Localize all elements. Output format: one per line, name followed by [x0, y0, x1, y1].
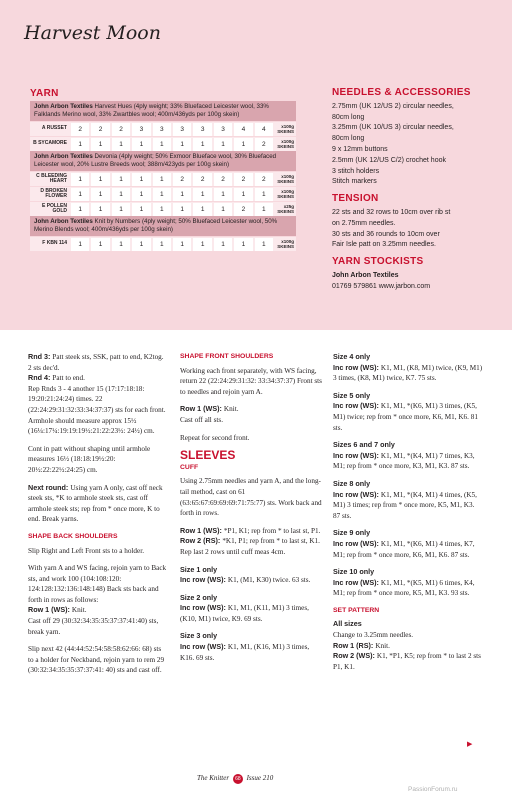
yarn-row — [30, 236, 296, 251]
yarn-quantity-cell: 1 — [132, 138, 150, 151]
info-line: 80cm long — [332, 113, 365, 121]
size-heading: Size 2 only — [180, 592, 218, 602]
yarn-quantity-cell: 2 — [112, 123, 130, 136]
yarn-quantity-cell: 1 — [71, 138, 89, 151]
yarn-quantity-cell: 3 — [173, 123, 191, 136]
size-list — [180, 565, 322, 664]
info-line: Stitch markers — [332, 178, 377, 186]
yarn-quantity-cell: 2 — [255, 173, 273, 186]
size-heading: Size 9 only — [333, 528, 371, 538]
yarn-quantity-cell: 1 — [71, 173, 89, 186]
yarn-quantity-cell: 2 — [91, 123, 109, 136]
yarn-unit: x100g SKEINS — [277, 189, 295, 199]
yarn-quantity-cell: 1 — [132, 173, 150, 186]
info-line: 80cm long — [332, 135, 365, 143]
yarn-description: John Arbon Textiles Devonia (4ply weight; 50% Exmoor Blueface wool, 30% Bluefaced Leicester wool, 20% Lustre Breeds wool; 388m/423yds per 100g skein) — [30, 151, 296, 171]
paragraph: Inc row (WS): K1, M1, *(K6, M1) 4 times, K7, M1; rep from * once more, K6, M1, K6. 87 sts. — [333, 538, 475, 559]
size-heading: Sizes 6 and 7 only — [333, 440, 395, 450]
info-line: 3.25mm (UK 10/US 3) circular needles, — [332, 124, 454, 132]
yarn-quantity-cell: 1 — [112, 173, 130, 186]
subheading: CUFF — [180, 463, 199, 471]
yarn-quantity-cell: 1 — [71, 203, 89, 216]
yarn-unit: x100g SKEINS — [277, 124, 295, 134]
yarn-quantity-cell: 2 — [214, 173, 232, 186]
yarn-quantity-cell: 1 — [214, 238, 232, 251]
stockists-heading: YARN STOCKISTS — [332, 256, 424, 268]
yarn-quantity-cell: 1 — [112, 188, 130, 201]
page-footer: The Knitter 68 Issue 210 — [197, 774, 274, 782]
paragraph: Inc row (WS): K1, M1, *(K4, M1) 7 times, K3, M1; rep from * once more, K3, M1, K3. 87 sts. — [333, 450, 475, 471]
yarn-quantity-cell: 2 — [234, 173, 252, 186]
yarn-shade-label: C BLEEDING HEART — [36, 172, 67, 184]
yarn-quantity-cell: 2 — [173, 173, 191, 186]
yarn-quantity-cell: 1 — [234, 188, 252, 201]
yarn-quantity-cell: 1 — [173, 188, 191, 201]
info-line: 2.75mm (UK 12/US 2) circular needles, — [332, 102, 454, 110]
yarn-shade-label: B SYCAMORE — [33, 140, 67, 147]
paragraph: Slip next 42 (44:44:52:54:58:58:62:66: 68) sts to a holder for Neckband, rejoin yarn to rem 29 (30:32:34:35:35:37:37:41: 40) sts and cast off. — [28, 645, 165, 675]
yarn-quantity-cell: 1 — [91, 238, 109, 251]
yarn-quantity-cell: 1 — [153, 138, 171, 151]
yarn-quantity-cell: 1 — [214, 188, 232, 201]
subheading: SHAPE FRONT SHOULDERS — [180, 353, 274, 360]
yarn-quantity-cell: 1 — [91, 203, 109, 216]
paragraph: Row 1 (WS): Knit. Cast off all sts. — [180, 404, 239, 424]
subheading: SHAPE BACK SHOULDERS — [28, 532, 118, 540]
size-heading: Size 10 only — [333, 567, 375, 577]
yarn-quantity-cell: 3 — [214, 123, 232, 136]
paragraph: Slip Right and Left Front sts to a holder. — [28, 546, 144, 555]
size-heading: Size 1 only — [180, 564, 218, 574]
page-number: 68 — [233, 774, 243, 784]
materials-info — [332, 88, 504, 293]
yarn-description: John Arbon Textiles Knit by Numbers (4ply weight; 50% Bluefaced Leicester wool, 50% Merino Blends wool; 400m/436yds per 100g skein) — [30, 216, 296, 236]
yarn-quantity-cell: 1 — [214, 203, 232, 216]
yarn-quantity-cell: 1 — [112, 138, 130, 151]
size-list — [333, 352, 483, 599]
paragraph: Inc row (WS): K1, M1, *(K4, M1) 4 times, (K5, M1) 3 times; rep from * once more, K5, M1, K3. 87 sts. — [333, 489, 477, 520]
yarn-quantity-cell: 1 — [214, 138, 232, 151]
yarn-quantity-cell: 2 — [193, 173, 211, 186]
yarn-shade-label: A RUSSET — [41, 125, 67, 132]
yarn-quantity-cell: 2 — [71, 123, 89, 136]
yarn-quantity-cell: 1 — [112, 203, 130, 216]
paragraph: Inc row (WS): K1, M1, (K11, M1) 3 times, (K10, M1) twice, K9. 69 sts. — [180, 603, 309, 623]
text-column-3 — [333, 352, 483, 679]
info-line: 22 sts and 32 rows to 10cm over rib st — [332, 208, 451, 216]
size-heading: Size 4 only — [333, 352, 371, 361]
paragraph: Next round: Using yarn A only, cast off neck steek sts, *K to armhole steek sts, cast off armhole steek sts; rep from * once more, K to end. Break yarns. — [28, 482, 163, 524]
yarn-row — [30, 171, 296, 186]
yarn-table — [30, 101, 296, 251]
paragraph: With yarn A and WS facing, rejoin yarn to Back sts, and work 100 (104:108:120: 124:128:132:136:148:148) Back sts back and forth in rows as follows: Row 1 (WS): Knit. Cast off 29 (30:32:34:35:35:37:37:41:40) sts, break yarn. — [28, 564, 167, 636]
yarn-unit: x100g SKEINS — [277, 239, 295, 249]
needles-heading: NEEDLES & ACCESSORIES — [332, 87, 471, 98]
yarn-quantity-cell: 1 — [193, 188, 211, 201]
tension-heading: TENSION — [332, 193, 379, 205]
size-heading: Size 8 only — [333, 478, 371, 488]
yarn-quantity-cell: 1 — [193, 203, 211, 216]
yarn-unit: x100g SKEINS — [277, 139, 295, 149]
yarn-quantity-cell: 1 — [255, 188, 273, 201]
yarn-unit: x100g SKEINS — [277, 174, 295, 184]
info-line: 30 sts and 36 rounds to 10cm over — [332, 230, 440, 238]
yarn-row — [30, 201, 296, 216]
yarn-quantity-cell: 1 — [91, 173, 109, 186]
paragraph: Inc row (WS): K1, M1, *(K6, M1) 3 times, (K5, M1) twice; rep from * once more, K6, M1, K6. 81 sts. — [333, 401, 478, 432]
yarn-shade-label: E POLLEN GOLD — [41, 202, 67, 214]
paragraph: Inc row (WS): K1, M1, (K16, M1) 3 times, K16. 69 sts. — [180, 642, 310, 662]
text-column-1 — [28, 352, 168, 683]
yarn-description: John Arbon Textiles Harvest Hues (4ply weight; 33% Bluefaced Leicester wool, 33% Falklands Merino wool, 33% Zwartbles wool; 400m/436yds per 100g skein) — [30, 101, 296, 121]
paragraph: Using 2.75mm needles and yarn A, and the long-tail method, cast on 61 (63:65:67:69:69:69:71:75:77) sts. Work back and forth in rows. — [180, 477, 322, 518]
yarn-shade-label: D BROKEN FLOWER — [40, 187, 67, 199]
yarn-quantity-cell: 1 — [153, 238, 171, 251]
paragraph: Row 1 (WS): *P1, K1; rep from * to last st, P1. Row 2 (RS): *K1, P1; rep from * to last st, K1. Rep last 2 rows until cuff meas 4cm. — [180, 525, 321, 556]
yarn-quantity-cell: 1 — [112, 238, 130, 251]
yarn-quantity-cell: 1 — [153, 203, 171, 216]
paragraph: All sizes Change to 3.25mm needles. Row 1 (RS): Knit. Row 2 (WS): K1, *P1, K5; rep from * to last 2 sts P1, K1. — [333, 619, 481, 671]
yarn-quantity-cell: 3 — [153, 123, 171, 136]
yarn-quantity-cell: 3 — [132, 123, 150, 136]
continue-arrow-icon: ▶ — [467, 740, 473, 748]
stockist-contact: 01769 579861 www.jarbon.com — [332, 282, 431, 290]
yarn-quantity-cell: 2 — [255, 138, 273, 151]
yarn-quantity-cell: 1 — [173, 203, 191, 216]
paragraph: Cont in patt without shaping until armhole measures 16½ (18:18:19½:20: 20½:22:22½:24:25) cm. — [28, 444, 151, 474]
paragraph: Inc row (WS): K1, M1, (K8, M1) twice, (K9, M1) 3 times, (K8, M1) twice, K7. 75 sts. — [333, 362, 483, 383]
yarn-quantity-cell: 1 — [255, 203, 273, 216]
text-column-2 — [180, 352, 322, 670]
yarn-quantity-cell: 1 — [132, 238, 150, 251]
yarn-row — [30, 121, 296, 136]
info-line: 2.5mm (UK 12/US C/2) crochet hook — [332, 156, 446, 164]
paragraph: Inc row (WS): K1, (M1, K30) twice. 63 sts. — [180, 575, 311, 585]
yarn-row — [30, 186, 296, 201]
section-heading: SLEEVES — [180, 448, 236, 463]
tension-list — [332, 208, 504, 251]
info-line: Fair Isle patt on 3.25mm needles. — [332, 241, 436, 249]
yarn-quantity-cell: 2 — [234, 203, 252, 216]
info-line: on 2.75mm needles. — [332, 219, 396, 227]
size-heading: Size 5 only — [333, 390, 371, 400]
yarn-quantity-cell: 1 — [193, 238, 211, 251]
yarn-quantity-cell: 1 — [234, 138, 252, 151]
subheading: SET PATTERN — [333, 606, 380, 614]
yarn-quantity-cell: 1 — [153, 188, 171, 201]
yarn-quantity-cell: 1 — [71, 238, 89, 251]
pattern-title: Harvest Moon — [24, 22, 161, 44]
yarn-quantity-cell: 1 — [132, 188, 150, 201]
yarn-row — [30, 136, 296, 151]
yarn-quantity-cell: 1 — [193, 138, 211, 151]
yarn-quantity-cell: 1 — [91, 138, 109, 151]
yarn-quantity-cell: 1 — [91, 188, 109, 201]
yarn-unit: x25g SKEINS — [277, 204, 295, 214]
yarn-quantity-cell: 1 — [132, 203, 150, 216]
yarn-quantity-cell: 1 — [71, 188, 89, 201]
paragraph: Rnd 3: Patt steek sts, SSK, patt to end, K2tog. 2 sts dec'd. Rnd 4: Patt to end. Rep Rnds 3 - 4 another 15 (17:17:18:18: 19:20:21:24:24) times. 22 (22:24:29:31:32:33:34:37:37) sts for each front. Armhole should measure approx 15½ (16¼:17¼:19:19:19½:21:22:23½: 24½) cm. — [28, 352, 166, 436]
yarn-quantity-cell: 4 — [255, 123, 273, 136]
watermark: PassionForum.ru — [408, 786, 458, 793]
paragraph: Inc row (WS): K1, M1, *(K5, M1) 6 times, K4, M1; rep from * once more, K5, M1, K3. 93 sts. — [333, 577, 475, 598]
yarn-quantity-cell: 1 — [234, 238, 252, 251]
stockist-name: John Arbon Textiles — [332, 271, 399, 279]
paragraph: Repeat for second front. — [180, 433, 250, 442]
yarn-shade-label: F KBN 114 — [42, 240, 67, 247]
info-line: 3 stitch holders — [332, 167, 380, 175]
yarn-quantity-cell: 1 — [173, 238, 191, 251]
size-heading: Size 3 only — [180, 631, 218, 641]
yarn-quantity-cell: 1 — [173, 138, 191, 151]
info-line: 9 x 12mm buttons — [332, 145, 388, 153]
yarn-quantity-cell: 4 — [234, 123, 252, 136]
yarn-quantity-cell: 1 — [153, 173, 171, 186]
needles-list — [332, 102, 504, 188]
yarn-quantity-cell: 1 — [255, 238, 273, 251]
yarn-quantity-cell: 3 — [193, 123, 211, 136]
paragraph: Working each front separately, with WS facing, return 22 (22:24:29:31:32: 33:34:37:37) Front sts to needles and rejoin yarn A. — [180, 366, 322, 396]
yarn-heading: YARN — [30, 88, 59, 99]
